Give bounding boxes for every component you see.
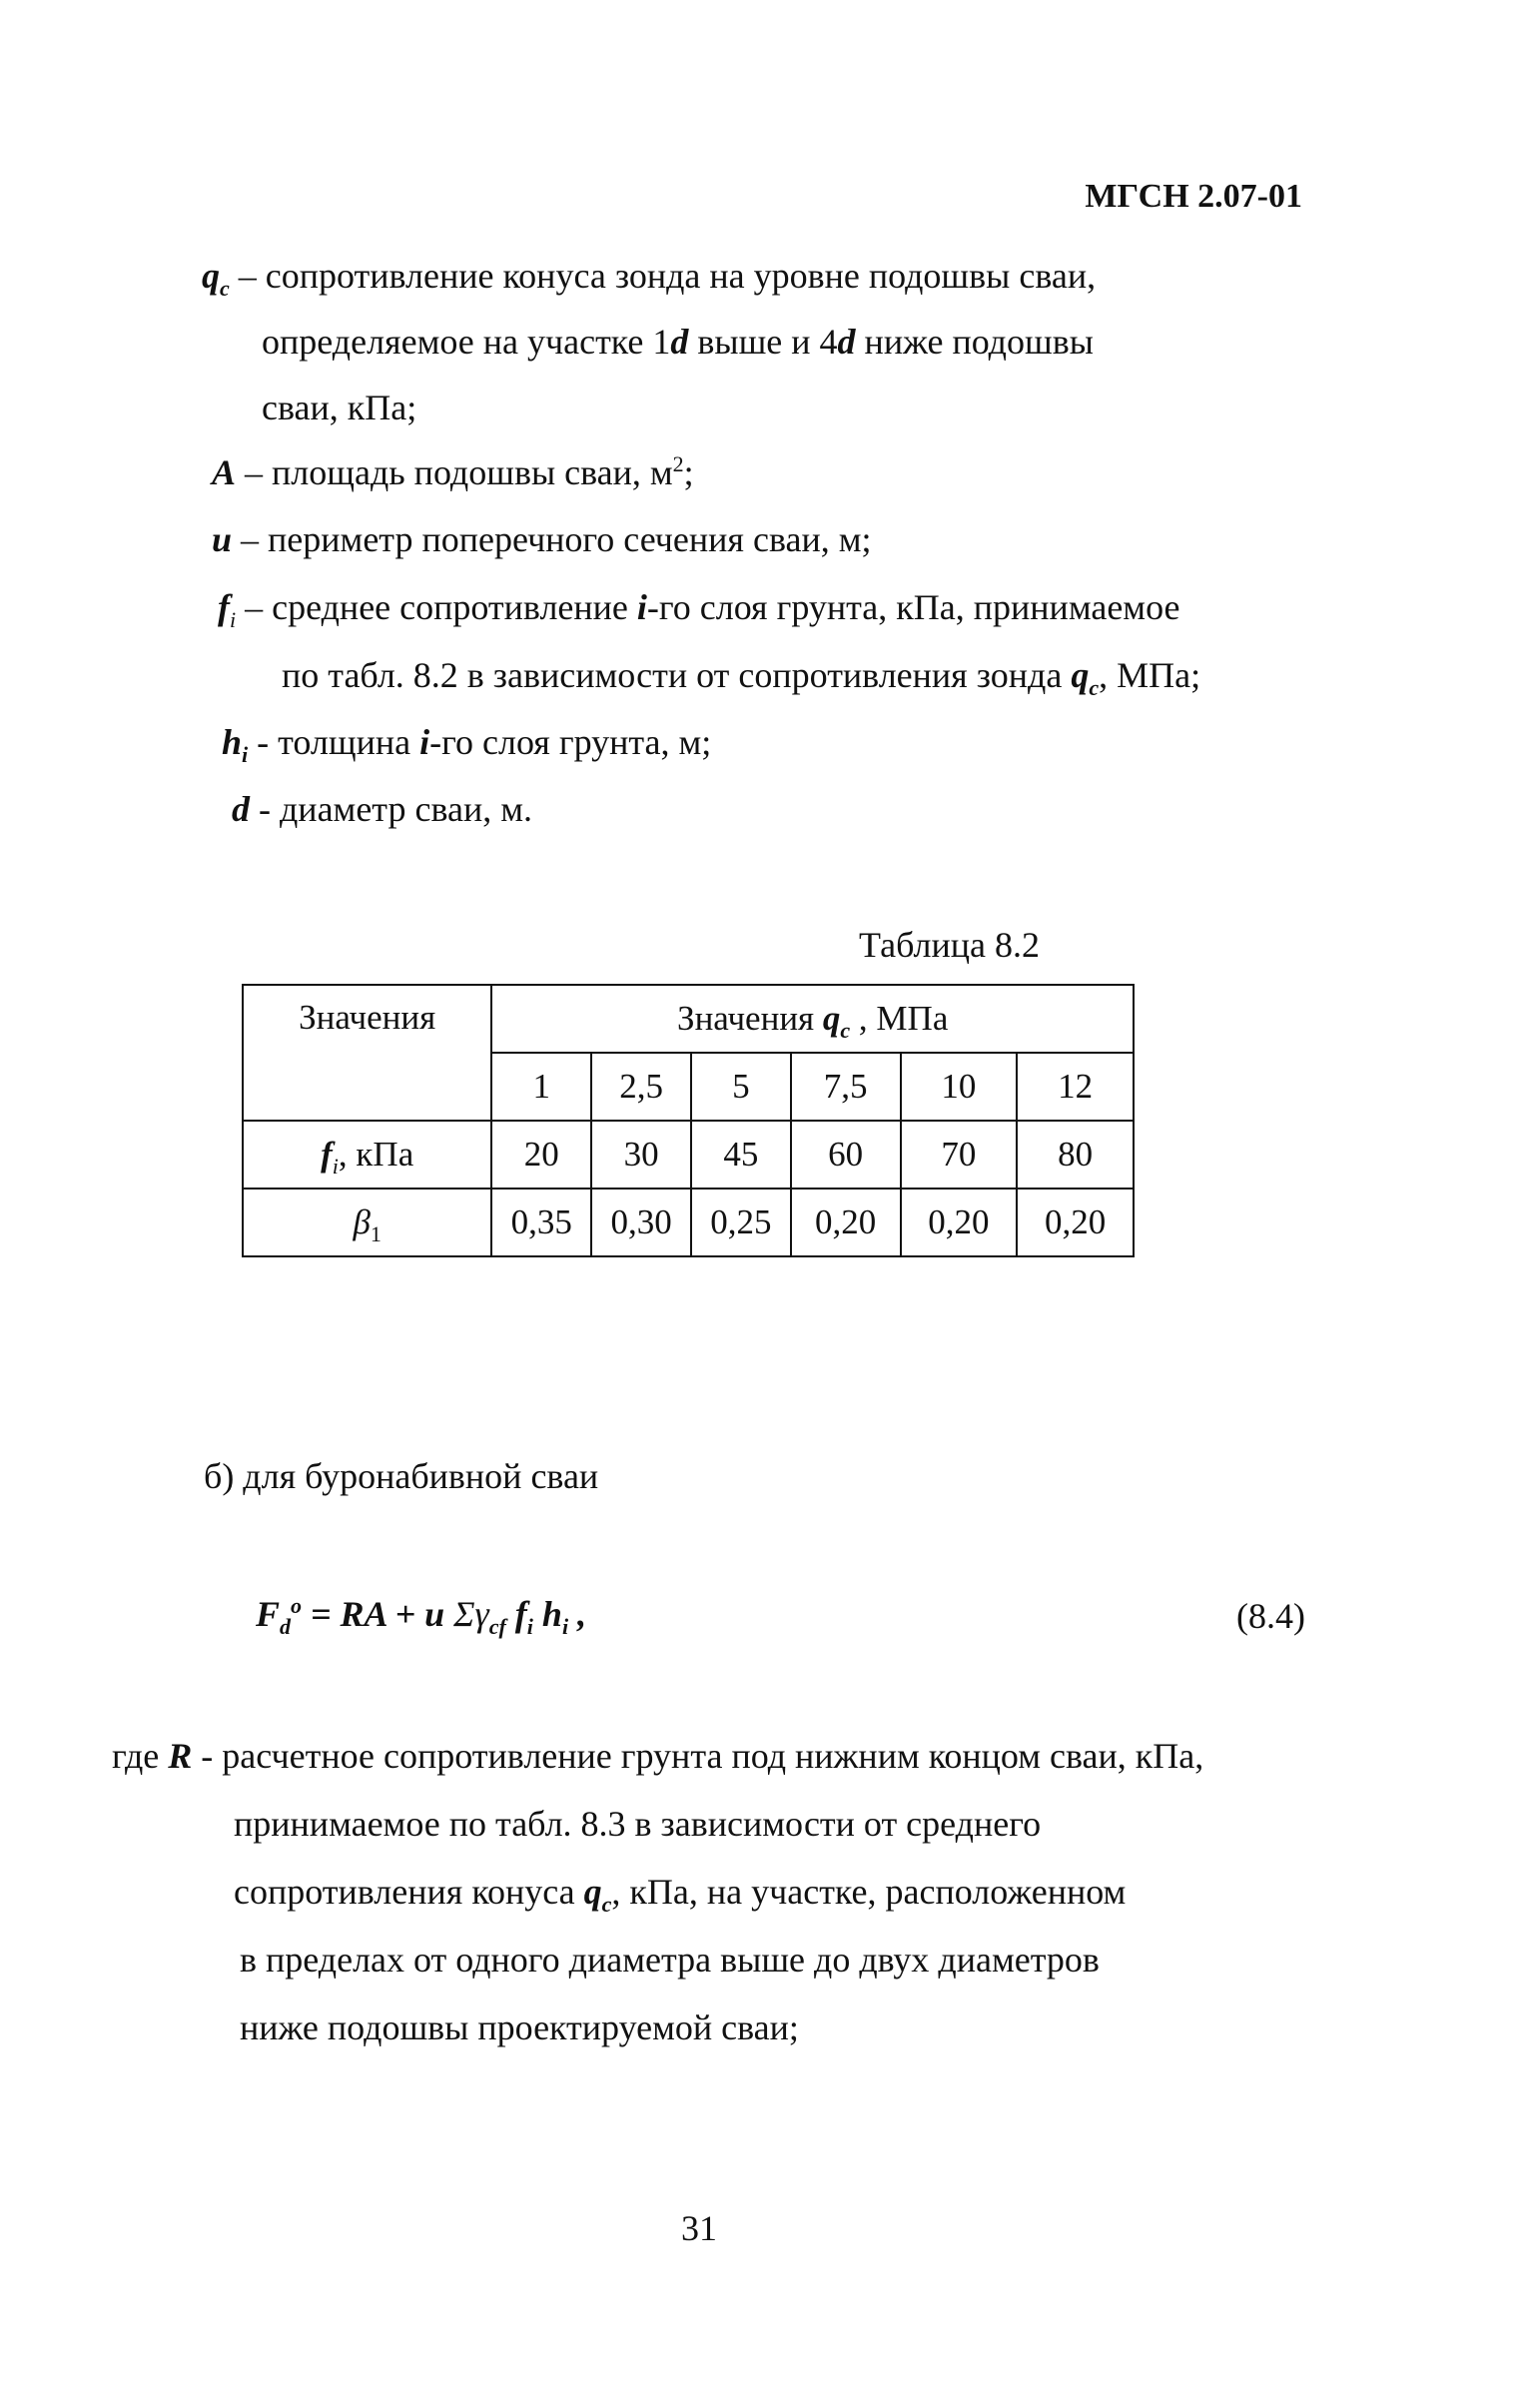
- qc-value: 12: [1017, 1053, 1134, 1121]
- qc-value: 1: [491, 1053, 591, 1121]
- table-cell: 0,35: [491, 1189, 591, 1256]
- table-header-row: [243, 985, 1134, 1053]
- section-b-title: б) для буронабивной сваи: [204, 1456, 599, 1496]
- formula-number: (8.4): [1236, 1596, 1305, 1636]
- table-cell: 80: [1017, 1121, 1134, 1189]
- table-row-beta: [243, 1189, 1134, 1256]
- def-u: u – периметр поперечного сечения сваи, м;: [212, 519, 872, 559]
- table-cell: 0,20: [901, 1189, 1018, 1256]
- table-cell: 45: [691, 1121, 791, 1189]
- table-caption: Таблица 8.2: [859, 925, 1040, 965]
- document-code: МГСН 2.07-01: [1085, 178, 1302, 215]
- table-cell: 0,25: [691, 1189, 791, 1256]
- def-R-line4: в пределах от одного диаметра выше до двух диаметров: [240, 1940, 1100, 1980]
- table-8-2: [242, 984, 1135, 1257]
- table-cell: 30: [591, 1121, 691, 1189]
- qc-value: 7,5: [791, 1053, 901, 1121]
- def-qc-line2: определяемое на участке 1d выше и 4d ниже подошвы: [262, 322, 1094, 362]
- table-cell: 20: [491, 1121, 591, 1189]
- def-R-line3: сопротивления конуса $q_c$, кПа, на участке, расположенном: [234, 1872, 1127, 1918]
- def-A: A – площадь подошвы сваи, $м^2$;: [212, 451, 694, 492]
- table-cell: 0,20: [1017, 1189, 1134, 1256]
- def-R-line1: где R - расчетное сопротивление грунта под нижним концом сваи, кПа,: [112, 1736, 1204, 1776]
- corner-header: Значения: [243, 985, 491, 1121]
- def-qc-line3: сваи, кПа;: [262, 388, 417, 427]
- def-R-line5: ниже подошвы проектируемой сваи;: [240, 2007, 799, 2047]
- page-number: 31: [681, 2208, 717, 2248]
- qc-header: Значения $q_c$ , МПа: [491, 985, 1134, 1053]
- def-hi: $h_i$ - толщина i-го слоя грунта, м;: [222, 722, 712, 768]
- table-row-fi: [243, 1121, 1134, 1189]
- def-R-line2: принимаемое по табл. 8.3 в зависимости от среднего: [234, 1804, 1042, 1844]
- row-label-fi: $f_i$, кПа: [243, 1121, 491, 1189]
- qc-value: 10: [901, 1053, 1018, 1121]
- table-cell: 0,30: [591, 1189, 691, 1256]
- row-label-beta: $\beta_1$: [243, 1189, 491, 1256]
- def-fi-line1: $f_i$ – среднее сопротивление i-го слоя грунта, кПа, принимаемое: [218, 587, 1180, 633]
- qc-value: 5: [691, 1053, 791, 1121]
- def-d: d - диаметр сваи, м.: [232, 789, 533, 829]
- formula-8-4: $F_d^o$ = RA + u $\Sigma\gamma_{cf}$ $f_i$ $h_i$ ,: [256, 1593, 587, 1640]
- table-cell: 0,20: [791, 1189, 901, 1256]
- table-cell: 70: [901, 1121, 1018, 1189]
- qc-value: 2,5: [591, 1053, 691, 1121]
- def-qc-line1: $q_c$ – сопротивление конуса зонда на уровне подошвы сваи,: [202, 256, 1097, 302]
- table-cell: 60: [791, 1121, 901, 1189]
- def-fi-line2: по табл. 8.2 в зависимости от сопротивления зонда $q_c$, МПа;: [282, 655, 1201, 701]
- qc-symbol: q: [202, 256, 220, 296]
